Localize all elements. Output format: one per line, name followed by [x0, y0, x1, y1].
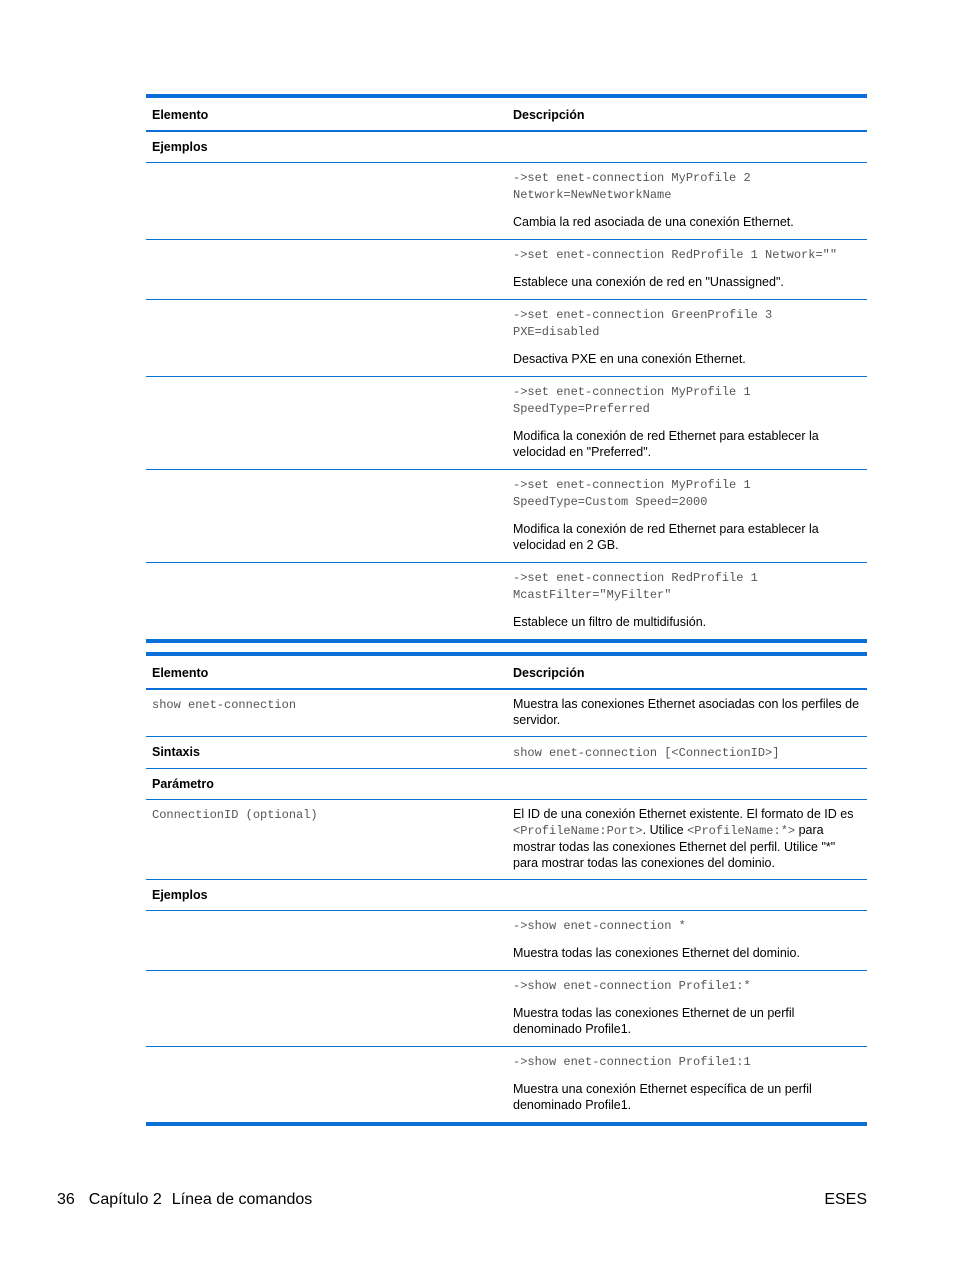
command-description: Muestra las conexiones Ethernet asociadas con los perfiles de servidor. — [507, 689, 867, 737]
example-command: ->set enet-connection RedProfile 1 Network="" — [513, 248, 838, 262]
example-description: Cambia la red asociada de una conexión Ethernet. — [513, 215, 794, 229]
parameter-description: El ID de una conexión Ethernet existente. El formato de ID es <ProfileName:Port>. Utilice <ProfileName:*> para mostrar todas las conexiones Ethernet del perfil. Utilice "*" para mostrar todas las conexiones del dominio. — [507, 800, 867, 880]
chapter-label: Capítulo 2 — [88, 1191, 162, 1208]
syntax-value: show enet-connection [<ConnectionID>] — [513, 746, 780, 760]
example-row — [146, 300, 867, 377]
example-command: ->set enet-connection MyProfile 2 Network=NewNetworkName — [513, 171, 751, 202]
example-description: Muestra todas las conexiones Ethernet del dominio. — [513, 946, 800, 960]
example-command: ->set enet-connection GreenProfile 3 PXE=disabled — [513, 308, 773, 339]
example-description: Muestra una conexión Ethernet específica de un perfil denominado Profile1. — [513, 1082, 812, 1112]
example-command: ->show enet-connection Profile1:* — [513, 979, 751, 993]
example-description: Establece un filtro de multidifusión. — [513, 615, 707, 629]
example-row — [146, 563, 867, 642]
example-row — [146, 1047, 867, 1125]
header-elemento: Elemento — [146, 96, 507, 131]
header-descripcion: Descripción — [507, 654, 867, 689]
syntax-label: Sintaxis — [146, 737, 507, 769]
chapter-title: Línea de comandos — [171, 1191, 313, 1208]
example-command: ->set enet-connection RedProfile 1 McastFilter="MyFilter" — [513, 571, 758, 602]
header-elemento: Elemento — [146, 654, 507, 689]
example-command: ->set enet-connection MyProfile 1 SpeedType=Preferred — [513, 385, 751, 416]
section-ejemplos: Ejemplos — [146, 880, 507, 911]
example-description: Establece una conexión de red en "Unassigned". — [513, 275, 784, 289]
example-row — [146, 163, 867, 240]
example-row — [146, 240, 867, 300]
parameter-name: ConnectionID (optional) — [152, 808, 318, 822]
section-ejemplos: Ejemplos — [146, 131, 507, 163]
example-description: Modifica la conexión de red Ethernet para establecer la velocidad en "Preferred". — [513, 429, 819, 459]
footer-lang: ESES — [824, 1191, 867, 1208]
example-command: ->show enet-connection Profile1:1 — [513, 1055, 751, 1069]
show-enet-connection-table — [146, 652, 867, 1126]
example-row — [146, 470, 867, 563]
footer-chapter — [57, 1191, 312, 1209]
example-description: Muestra todas las conexiones Ethernet de un perfil denominado Profile1. — [513, 1006, 795, 1036]
parameter-label: Parámetro — [146, 769, 507, 800]
header-descripcion: Descripción — [507, 96, 867, 131]
example-command: ->show enet-connection * — [513, 919, 686, 933]
example-row — [146, 971, 867, 1047]
syntax-row — [146, 737, 867, 769]
command-row — [146, 689, 867, 737]
page-number: 36 — [57, 1191, 75, 1208]
command-name: show enet-connection — [152, 698, 297, 712]
examples-table-set — [146, 94, 867, 643]
parameter-row — [146, 800, 867, 880]
example-command: ->set enet-connection MyProfile 1 SpeedType=Custom Speed=2000 — [513, 478, 751, 509]
example-description: Desactiva PXE en una conexión Ethernet. — [513, 352, 746, 366]
example-row — [146, 911, 867, 971]
example-row — [146, 377, 867, 470]
example-description: Modifica la conexión de red Ethernet para establecer la velocidad en 2 GB. — [513, 522, 819, 552]
